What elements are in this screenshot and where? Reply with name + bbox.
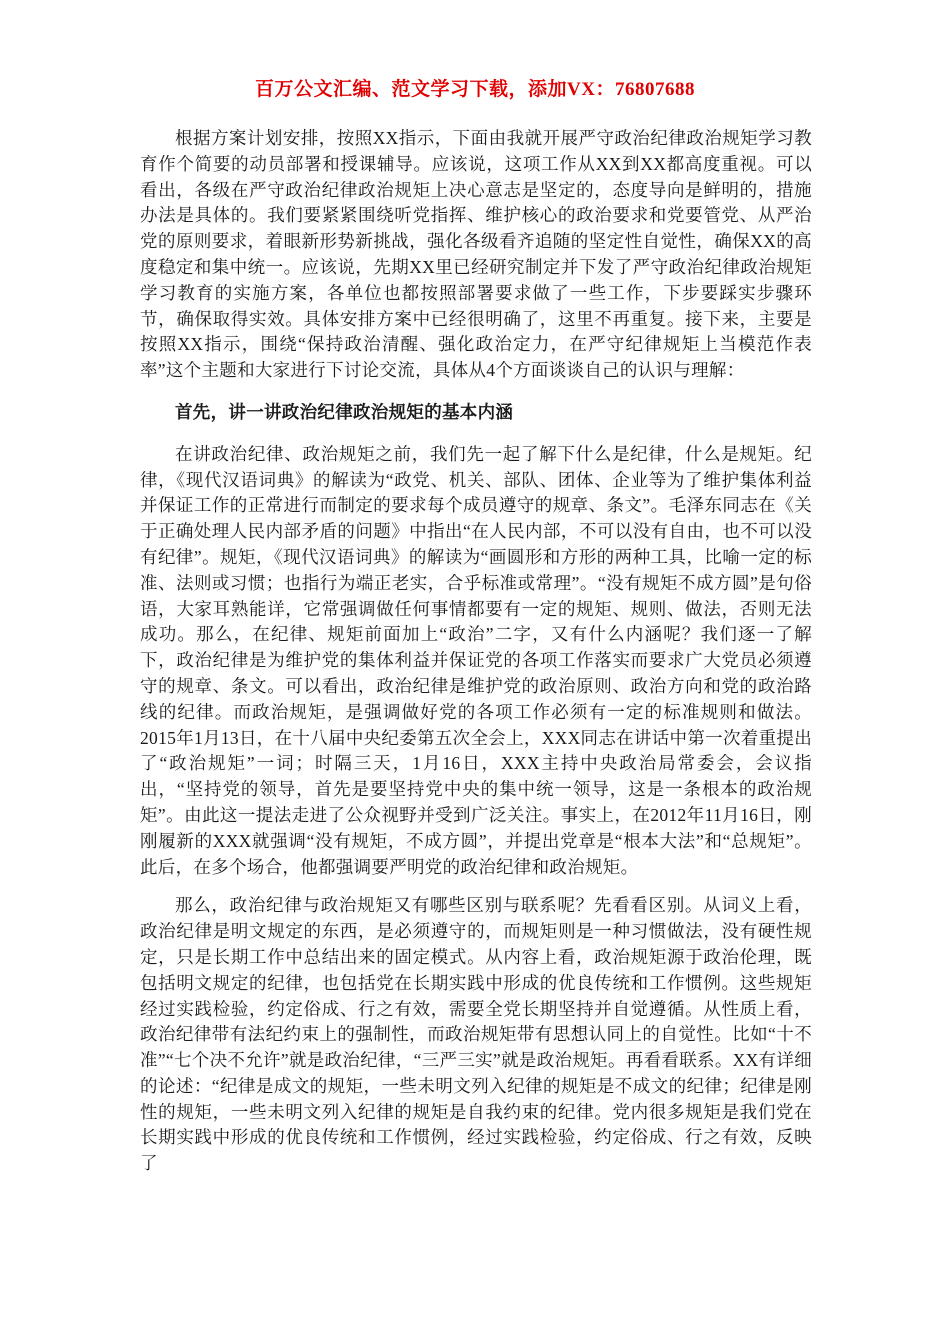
paragraph-definition: 在讲政治纪律、政治规矩之前，我们先一起了解下什么是纪律，什么是规矩。纪律，《现代汉语词典》的解读为“政党、机关、部队、团体、企业等为了维护集体利益并保证工作的正常进行而制定的要求每个成员遵守的规章、条文”。毛泽东同志在《关于正确处理人民内部矛盾的问题》中指出“在人民内部，不可以没有自由，也不可以没有纪律”。规矩，《现代汉语词典》的解读为“画圆形和方形的两种工具，比喻一定的标准、法则或习惯；也指行为端正老实，合乎标准或常理”。“没有规矩不成方圆”是句俗语，大家耳熟能详，它常强调做任何事情都要有一定的规矩、规则、做法，否则无法成功。那么，在纪律、规矩前面加上“政治”二字，又有什么内涵呢？我们逐一了解下，政治纪律是为维护党的集体利益并保证党的各项工作落实而要求广大党员必须遵守的规章、条文。可以看出，政治纪律是维护党的政治原则、政治方向和党的政治路线的纪律。而政治规矩，是强调做好党的各项工作必须有一定的标准规则和做法。2015年1月13日，在十八届中央纪委第五次全会上，XXX同志在讲话中第一次着重提出了“政治规矩”一词；时隔三天，1月16日，XXX主持中央政治局常委会，会议指出，“坚持党的领导，首先是要坚持党中央的集中统一领导，这是一条根本的政治规矩”。由此这一提法走进了公众视野并受到广泛关注。事实上，在2012年11月16日，刚刚履新的XXX就强调“没有规矩，不成方圆”，并提出党章是“根本大法”和“总规矩”。此后，在多个场合，他都强调要严明党的政治纪律和政治规矩。 — [140, 443, 812, 877]
paragraph-intro: 根据方案计划安排，按照XX指示，下面由我就开展严守政治纪律政治规矩学习教育作个简要的动员部署和授课辅导。应该说，这项工作从XX到XX都高度重视。可以看出，各级在严守政治纪律政治规矩上决心意志是坚定的，态度导向是鲜明的，措施办法是具体的。我们要紧紧围绕听党指挥、维护核心的政治要求和党要管党、从严治党的原则要求，着眼新形势新挑战，强化各级看齐追随的坚定性自觉性，确保XX的高度稳定和集中统一。应该说，先期XX里已经研究制定并下发了严守政治纪律政治规矩学习教育的实施方案，各单位也都按照部署要求做了一些工作，下步要踩实步骤环节，确保取得实效。具体安排方案中已经很明确了，这里不再重复。接下来，主要是按照XX指示，围绕“保持政治清醒、强化政治定力，在严守纪律规矩上当模范作表率”这个主题和大家进行下讨论交流，具体从4个方面谈谈自己的认识与理解： — [140, 128, 812, 381]
download-notice-banner: 百万公文汇编、范文学习下载，添加VX：76807688 — [255, 79, 695, 100]
section-heading-first: 首先，讲一讲政治纪律政治规矩的基本内涵 — [175, 401, 514, 422]
document-body — [140, 126, 812, 1190]
paragraph-difference-relation: 那么，政治纪律与政治规矩又有哪些区别与联系呢？先看看区别。从词义上看，政治纪律是明文规定的东西，是必须遵守的，而规矩则是一种习惯做法，没有硬性规定，只是长期工作中总结出来的固定模式。从内容上看，政治规矩源于政治伦理，既包括明文规定的纪律，也包括党在长期实践中形成的优良传统和工作惯例。这些规矩经过实践检验，约定俗成、行之有效，需要全党长期坚持并自觉遵循。从性质上看，政治纪律带有法纪约束上的强制性，而政治规矩带有思想认同上的自觉性。比如“十不准”“七个决不允许”就是政治纪律，“三严三实”就是政治规矩。再看看联系。XX有详细的论述：“纪律是成文的规矩，一些未明文列入纪律的规矩是不成文的纪律；纪律是刚性的规矩，一些未明文列入纪律的规矩是自我约束的纪律。党内很多规矩是我们党在长期实践中形成的优良传统和工作惯例，经过实践检验，约定俗成、行之有效，反映了 — [140, 895, 812, 1174]
